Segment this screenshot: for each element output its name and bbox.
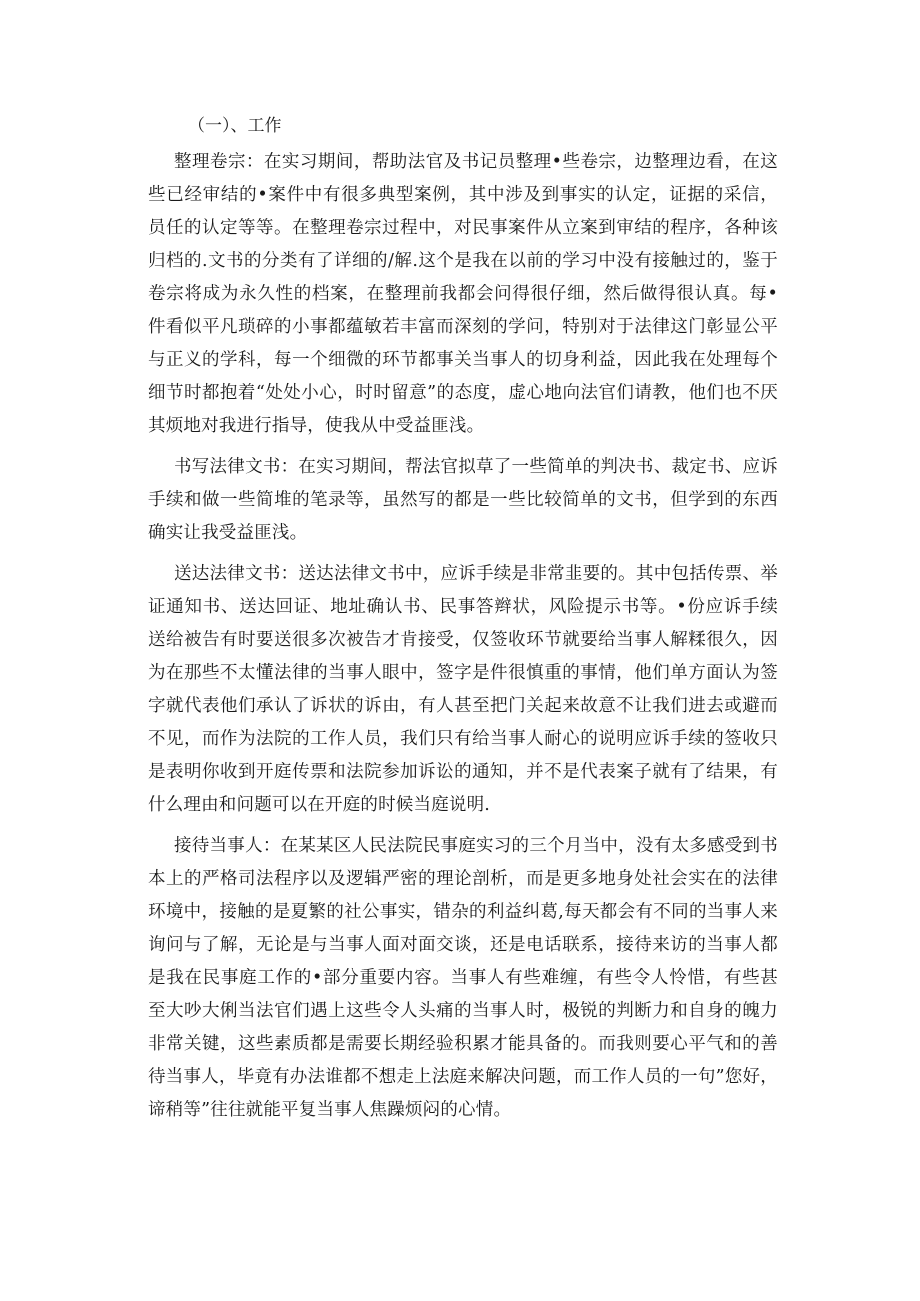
paragraph-archives: 整理卷宗：在实习期间，帮助法官及书记员整理•些卷宗，边整理边看，在这些已经审结的•案件中有很多典型案例，其中涉及到事实的认定，证据的采信，员任的认定等等。在整理卷宗过程中，对民事案件从立案到审结的程序，各种该归档的.文书的分类有了详细的/解.这个是我在以前的学习中没有接触过的，鉴于卷宗将成为永久性的档案，在整理前我都会问得很仔细，然后做得很认真。每•件看似平凡琐碎的小事都蕴敏若丰富而深刻的学问，特别对于法律这门彰显公平与正义的学科，每一个细微的环节都事关当事人的切身利益，因此我在处理每个细节时都抱着“处处小心，时时留意”的态度，虚心地向法官们请教，他们也不厌其烦地对我进行指导，使我从中受益匪浅。 <box>148 152 778 436</box>
paragraph-service: 送达法律文书：送达法律文书中，应诉手续是非常韭要的。其中包括传票、举证通知书、送达回证、地址确认书、民事答辫状，风险提示书等。•份应诉手续送给被告有时要送很多次被告才肯接受，仅签收环节就要给当事人解糅很久，因为在那些不太懂法律的当事人眼中，签字是件很慎重的事情，他们单方面认为签字就代表他们承认了诉状的诉由，有人甚至把门关起来故意不让我们进去或避而不见，而作为法院的工作人员，我们只有给当事人耐心的说明应诉手续的签收只是表明你收到开庭传票和法院参加诉讼的通知，并不是代表案子就有了结果，有什么理由和问题可以在开庭的时候当庭说明. <box>148 564 778 815</box>
paragraph-drafting: 书写法律文书：在实习期间，帮法官拟草了一些简单的判决书、裁定书、应诉手续和做一些简堆的笔录等，虽然写的都是一些比较简单的文书，但学到的东西确实让我受益匪浅。 <box>148 457 778 543</box>
paragraph-reception: 接待当事人：在某某区人民法院民事庭实习的三个月当中，没有太多感受到书本上的严格司法程序以及逻辑严密的理论剖析，而是更多地身处社会实在的法律环境中，接触的是夏繁的社公事实，错杂的利益纠葛,每天都会有不同的当事人来询问与了解，无论是与当事人面对面交谈，还是电话联系，接待来访的当事人都是我在民事庭工作的•部分重要内容。当事人有些难缠，有些令人怜惜，有些甚至大吵大俐当法官们遇上这些令人头痛的当事人时，极锐的判断力和自身的魄力非常关键，这些素质都是需要长期经验积累才能具备的。而我则要心平气和的善待当事人，毕竟有办法谁都不想走上法庭来解决问题，而工作人员的一句”您好，谛稍等”往往就能平复当事人焦躁烦闷的心情。 <box>148 836 778 1120</box>
body-text <box>148 146 778 1135</box>
section-heading: （一）、工作 <box>188 116 282 136</box>
